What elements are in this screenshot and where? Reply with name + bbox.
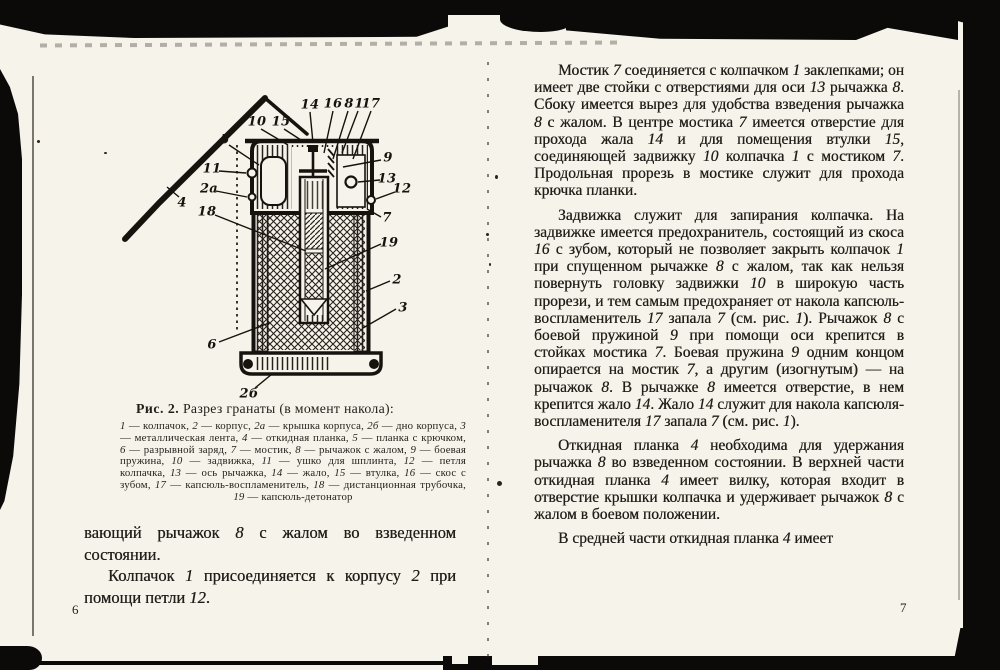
figure-caption-text: Разрез гранаты (в момент накола): bbox=[182, 401, 395, 416]
left-page-body bbox=[84, 522, 456, 608]
figure-caption-label: Рис. 2. bbox=[135, 401, 180, 416]
figure-label: 2б bbox=[239, 386, 259, 402]
scan-border-notch bbox=[452, 656, 468, 664]
left-page-edge-line bbox=[32, 76, 34, 636]
figure-legend: 1 — колпачок, 2 — корпус, 2а — крышка корпуса, 2б — дно корпуса, 3 — металлическая лента, 4 — откидная планка, 5 — планка с крючком, 6 — разрывной заряд, 7 — мостик, 8 — рычажок с жалом, 9 — боевая пружина, 10 — задвижка, 11 — ушко для шплинта, 12 — петля колпачка, 13 — ось рычажка, 14 — жало, 15 — втулка, 16 — скос с зубом, 17 — капсюль-воспламенитель, 18 — дистанционная трубочка, 19 — капсюль-детонатор bbox=[120, 420, 467, 503]
figure-caption bbox=[105, 401, 425, 417]
scan-border-bottom-line bbox=[28, 661, 443, 665]
scan-border-left-wedge bbox=[0, 60, 22, 510]
scan-border-top-left bbox=[0, 8, 448, 38]
figure-label: 2 bbox=[392, 272, 402, 288]
figure-label: 12 bbox=[392, 181, 412, 197]
figure-label: 9 bbox=[383, 150, 393, 166]
figure-label: 15 bbox=[271, 114, 291, 130]
figure-label: 11 bbox=[202, 161, 222, 177]
figure-label: 4 bbox=[177, 195, 187, 211]
ink-speck bbox=[486, 233, 489, 236]
scan-border-notch bbox=[492, 656, 538, 665]
page-number-left: 6 bbox=[72, 602, 79, 617]
paragraph: Задвижка служит для запирания колпачка. На задвижке имеется предохранитель, состоящий из скоса 16 с зубом, который не позволяет закрыть колпачок 1 при спущенном рычажке 8 с жалом, так как нельзя повернуть головку задвижки 10 в широкую часть прорези, и тем самым предохраняет от накола капсюль-воспламенитель 17 запала 7 (см. рис. 1). Рычажок 8 с боевой пружиной 9 при помощи оси крепится в стойках мостика 7. Боевая пружина 9 одним концом опирается на мостик 7, а другим (изогнутым) — на рычажок 8. В рычажке 8 имеется отверстие, в нем крепится жало 14. Жало 14 служит для накола капсюля-воспламенителя 17 запала 7 (см. рис. 1). bbox=[534, 206, 904, 431]
scan-border-top-blob bbox=[500, 10, 572, 32]
ink-speck bbox=[37, 140, 40, 143]
paragraph: В средней части откидная планка 4 имеет bbox=[558, 530, 833, 548]
ink-speck bbox=[495, 175, 498, 179]
figure-label: 16 bbox=[323, 96, 343, 112]
grenade-cross-section-drawing bbox=[95, 85, 430, 420]
figure-label: 6 bbox=[207, 337, 217, 353]
figure-label: 3 bbox=[398, 300, 408, 316]
figure-label: 18 bbox=[197, 204, 217, 220]
figure-label: 1 bbox=[354, 96, 364, 112]
figure-label: 10 bbox=[247, 114, 267, 130]
page-gutter-line bbox=[487, 62, 489, 658]
paragraph: Откидная планка 4 необходима для удержания рычажка 8 во взведенном состоянии. В верхней части откидная планка 4 имеет вилку, которая входит в отверстие крышки колпачка и удерживает рычажок 8 с жалом в боевом положении. bbox=[534, 437, 905, 524]
scan-border-top-right bbox=[566, 8, 958, 40]
grenade-bottom-rim bbox=[241, 353, 381, 374]
paragraph: Колпачок 1 присоединяется к корпусу 2 при помощи петли 12. bbox=[84, 566, 456, 607]
figure-grenade-cross-section bbox=[95, 85, 430, 420]
figure-label: 14 bbox=[300, 97, 320, 113]
figure-label: 8 bbox=[344, 96, 354, 112]
figure-label: 5 bbox=[220, 132, 230, 148]
figure-label: 13 bbox=[377, 171, 397, 187]
right-page-edge-line bbox=[958, 90, 960, 600]
scan-smudge bbox=[40, 40, 620, 47]
ink-speck bbox=[497, 481, 502, 486]
figure-label: 7 bbox=[382, 210, 392, 226]
scan-border-bottom-blob bbox=[0, 646, 42, 670]
paragraph: Мостик 7 соединяется с колпачком 1 заклепками; он имеет две стойки с отверстиями для оси 13 рычажка 8. Сбоку имеется вырез для удобства взведения рычажка 8 с жалом. В центре мостика 7 имеется отверстие для прохода жала 14 и для помещения втулки 15, соединяющей задвижку 10 колпачка 1 с мостиком 7. Продольная прорезь в мостике служит для прохода крючка планки. bbox=[534, 62, 904, 200]
ink-speck bbox=[489, 263, 491, 266]
page-number-right: 7 bbox=[900, 600, 907, 615]
right-page-body bbox=[534, 62, 904, 554]
paragraph: вающий рычажок 8 с жалом во взведенном состоянии. bbox=[84, 523, 456, 564]
figure-label: 2а bbox=[199, 181, 219, 197]
scan-border-right bbox=[963, 0, 1000, 670]
figure-label: 19 bbox=[379, 235, 399, 251]
figure-label: 17 bbox=[361, 96, 381, 112]
